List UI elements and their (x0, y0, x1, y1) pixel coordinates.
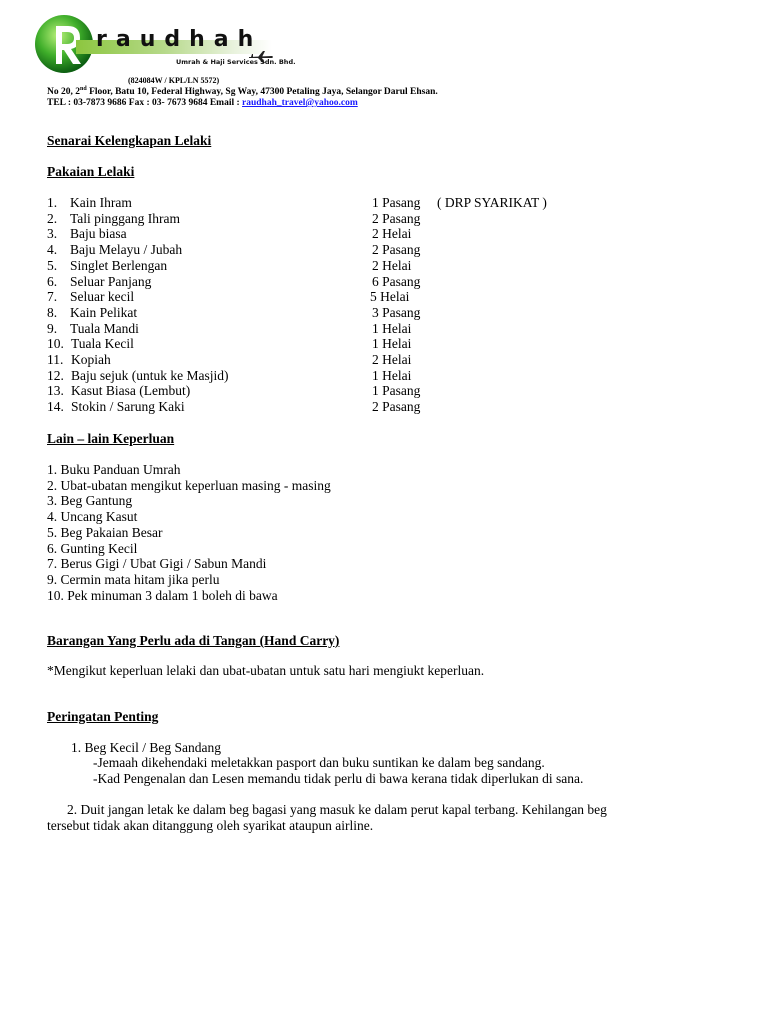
clothing-item-number: 3. (47, 226, 58, 242)
other-needs-item: 4. Uncang Kasut (47, 509, 138, 525)
other-needs-item: 3. Beg Gantung (47, 493, 133, 509)
clothing-item-number: 2. (47, 210, 58, 226)
document-title: Senarai Kelengkapan Lelaki (47, 133, 212, 148)
other-needs-item: 1. Buku Panduan Umrah (47, 462, 181, 477)
clothing-item-name: Kasut Biasa (Lembut) (71, 383, 191, 399)
registration-number: (824084W / KPL/LN 5572) (128, 76, 220, 85)
clothing-item-quantity: 1 Helai (372, 320, 412, 336)
clothing-item-name: Seluar kecil (70, 289, 135, 305)
clothing-item-quantity: 1 Helai (372, 367, 412, 383)
clothing-item-number: 11. (47, 352, 64, 367)
warning-1-title: 1. Beg Kecil / Beg Sandang (71, 740, 221, 755)
clothing-item-quantity: 1 Helai (372, 336, 412, 352)
clothing-item-number: 5. (47, 257, 58, 273)
clothing-item-quantity: 2 Pasang (372, 210, 421, 226)
clothing-item-quantity: 3 Pasang (372, 304, 421, 320)
other-needs-item: 7. Berus Gigi / Ubat Gigi / Sabun Mandi (47, 556, 267, 572)
clothing-item-name: Tuala Kecil (71, 336, 134, 352)
clothing-item-name: Tuala Mandi (70, 320, 139, 336)
clothing-item-name: Baju Melayu / Jubah (70, 242, 183, 258)
logo-tagline: Umrah & Haji Services Sdn. Bhd. (176, 58, 296, 66)
clothing-item-number: 4. (47, 242, 58, 258)
clothing-item-number: 6. (47, 273, 58, 289)
warning-2-line-1: 2. Duit jangan letak ke dalam beg bagasi yang masuk ke dalam perut kapal terbang. Kehilangan beg (67, 802, 607, 817)
hand-carry-heading: Barangan Yang Perlu ada di Tangan (Hand Carry) (47, 633, 340, 648)
clothing-item-number: 8. (47, 304, 58, 320)
other-needs-item: 2. Ubat-ubatan mengikut keperluan masing - masing (47, 477, 331, 493)
clothing-item-name: Singlet Berlengan (70, 257, 168, 273)
clothing-item-number: 14. (47, 399, 64, 415)
clothing-item-quantity: 1 Pasang (372, 195, 421, 210)
clothing-item-note: ( DRP SYARIKAT ) (437, 195, 547, 210)
clothing-item-number: 12. (47, 367, 64, 383)
clothing-item-name: Kain Ihram (70, 195, 132, 210)
other-needs-heading: Lain – lain Keperluan (47, 431, 175, 446)
clothing-item-quantity: 2 Pasang (372, 242, 421, 258)
warnings-heading: Peringatan Penting (47, 709, 159, 724)
clothing-item-number: 1. (47, 195, 58, 210)
other-needs-item: 6. Gunting Kecil (47, 540, 138, 556)
warning-1-line-1: -Jemaah dikehendaki meletakkan pasport dan buku suntikan ke dalam beg sandang. (93, 755, 545, 770)
clothing-item-quantity: 6 Pasang (372, 273, 421, 289)
company-contact: TEL : 03-7873 9686 Fax : 03- 7673 9684 Email : raudhah_travel@yahoo.com (47, 98, 358, 108)
clothing-item-number: 9. (47, 320, 58, 336)
other-needs-item: 9. Cermin mata hitam jika perlu (47, 571, 220, 587)
email-link[interactable]: raudhah_travel@yahoo.com (242, 98, 358, 108)
clothing-item-quantity: 5 Helai (370, 289, 410, 305)
other-needs-item: 10. Pek minuman 3 dalam 1 boleh di bawa (47, 587, 278, 603)
logo-wordmark: raudhah (96, 27, 263, 52)
clothing-item-number: 13. (47, 383, 64, 399)
clothing-item-quantity: 2 Helai (372, 352, 412, 367)
clothing-heading: Pakaian Lelaki (47, 164, 135, 179)
clothing-item-name: Seluar Panjang (70, 273, 152, 289)
other-needs-item: 5. Beg Pakaian Besar (47, 524, 163, 540)
clothing-item-number: 7. (47, 289, 58, 305)
warning-2-line-2: tersebut tidak akan ditanggung oleh syarikat ataupun airline. (47, 818, 374, 833)
clothing-item-name: Baju sejuk (untuk ke Masjid) (71, 367, 229, 383)
clothing-item-name: Stokin / Sarung Kaki (71, 399, 185, 415)
clothing-item-number: 10. (47, 336, 64, 352)
hand-carry-note: *Mengikut keperluan lelaki dan ubat-ubatan untuk satu hari mengiukt keperluan. (47, 663, 485, 678)
clothing-item-name: Baju biasa (70, 226, 127, 242)
clothing-item-quantity: 2 Pasang (372, 399, 421, 415)
clothing-item-name: Kopiah (71, 352, 111, 367)
clothing-item-quantity: 2 Helai (372, 257, 412, 273)
clothing-item-quantity: 2 Helai (372, 226, 412, 242)
clothing-item-quantity: 1 Pasang (372, 383, 421, 399)
clothing-item-name: Tali pinggang Ihram (70, 210, 181, 226)
warning-1-line-2: -Kad Pengenalan dan Lesen memandu tidak perlu di bawa kerana tidak diperlukan di sana. (93, 771, 584, 786)
clothing-item-name: Kain Pelikat (70, 304, 138, 320)
company-address: No 20, 2nd Floor, Batu 10, Federal Highway, Sg Way, 47300 Petaling Jaya, Selangor Darul Ehsan. (47, 86, 438, 98)
